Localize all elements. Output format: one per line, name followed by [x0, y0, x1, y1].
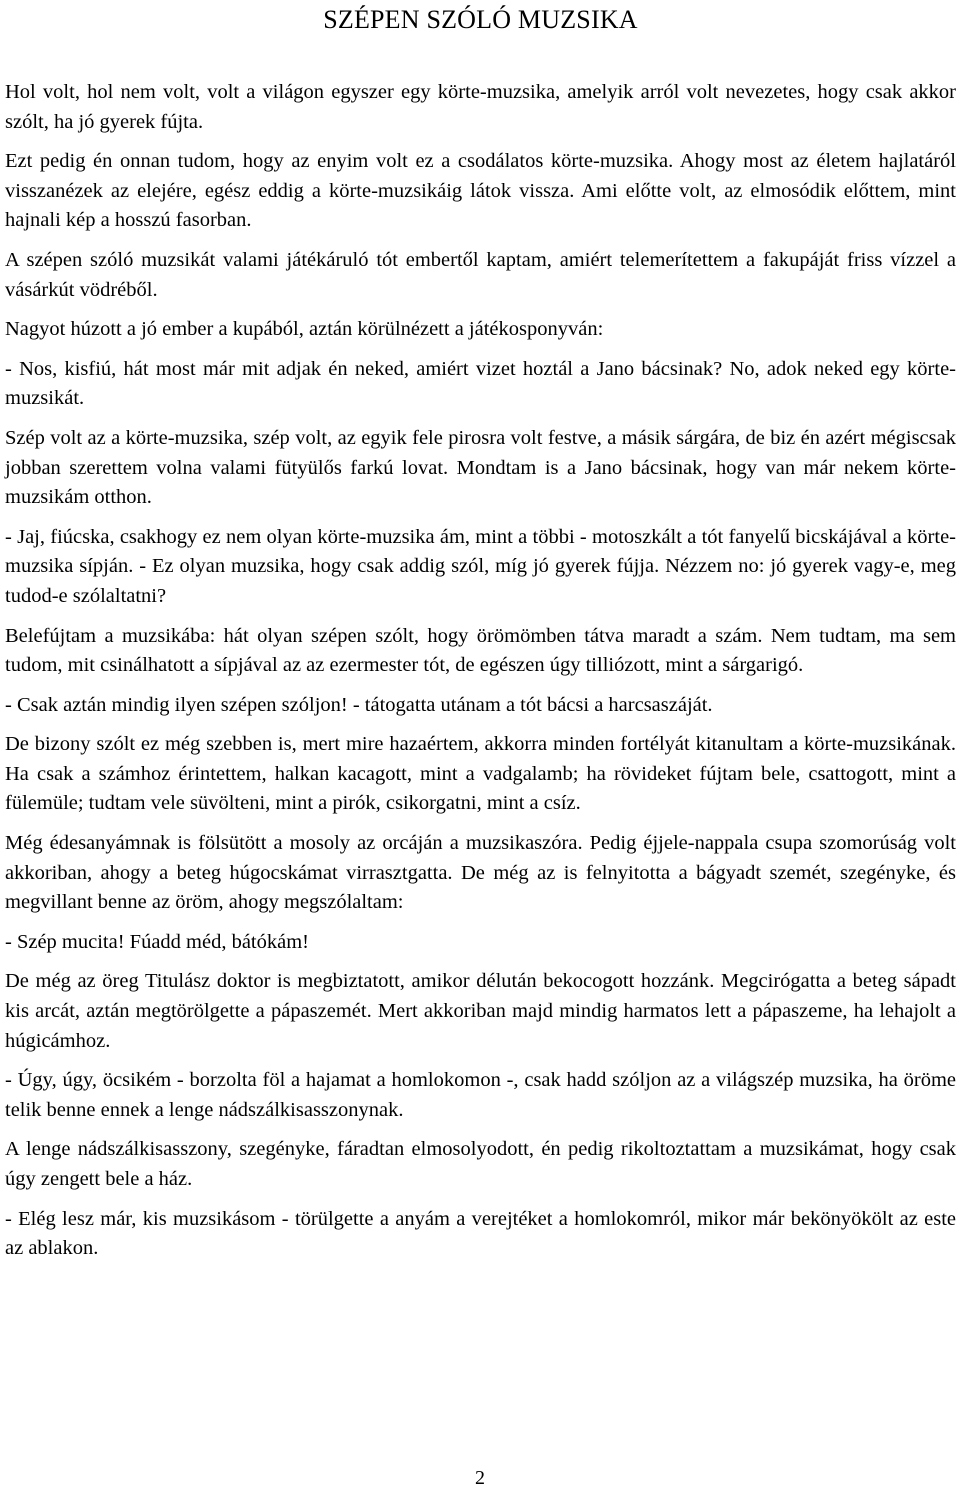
paragraph: A szépen szóló muzsikát valami játékáruló tót embertől kaptam, amiért telemerítettem a fakupáját friss vízzel a vásárkút vödréből.: [5, 248, 956, 301]
document-body: [5, 78, 956, 1264]
paragraph: - Szép mucita! Fúadd méd, bátókám!: [5, 930, 309, 953]
paragraph: - Csak aztán mindig ilyen szépen szóljon! - tátogatta utánam a tót bácsi a harcsaszáját.: [5, 693, 713, 716]
paragraph: - Úgy, úgy, öcsikém - borzolta föl a hajamat a homlokomon -, csak hadd szóljon az a világszép muzsika, ha öröme telik benne ennek a lenge nádszálkisasszonynak.: [5, 1069, 956, 1121]
paragraph: Nagyot húzott a jó ember a kupából, aztán körülnézett a játékosponyván:: [5, 318, 604, 341]
document-page: [5, 0, 956, 1274]
paragraph: - Nos, kisfiú, hát most már mit adjak én neked, amiért vizet hoztál a Jano bácsinak? No, adok neked egy körte-muzsikát.: [5, 357, 956, 410]
paragraph: Hol volt, hol nem volt, volt a világon egyszer egy körte-muzsika, amelyik arról volt nevezetes, hogy csak akkor szólt, ha jó gyerek fújta.: [5, 81, 956, 133]
paragraph: - Jaj, fiúcska, csakhogy ez nem olyan körte-muzsika ám, mint a többi - motoszkált a tót fanyelű bicskájával a körte-muzsika sípján. - Ez olyan muzsika, hogy csak addig szól, míg jó gyerek fújja. Nézzem no: jó gyerek vagy-e, meg tudod-e szólaltatni?: [5, 525, 956, 607]
page-number: 2: [475, 1467, 485, 1489]
paragraph: Ezt pedig én onnan tudom, hogy az enyim volt ez a csodálatos körte-muzsika. Ahogy most az életem hajlatáról visszanézek az elejére, egész eddig a körte-muzsikáig látok vissza. Ami előtte volt, az elmosódik előttem, mint hajnali kép a hosszú fasorban.: [5, 150, 956, 232]
paragraph: De bizony szólt ez még szebben is, mert mire hazaértem, akkorra minden fortélyát kitanultam a körte-muzsikának. Ha csak a számhoz érintettem, halkan kacagott, mint a vadgalamb; ha rövideket fújtam bele, csattogott, mint a fülemüle; tudtam vele süvölteni, mint a pirók, csikorgatni, mint a csíz.: [5, 733, 956, 815]
paragraph: Belefújtam a muzsikába: hát olyan szépen szólt, hogy örömömben tátva maradt a szám. Nem tudtam, ma sem tudom, mit csinálhatott a sípjával az az ezermester tót, de egészen úgy tilliózott, mint a sárgarigó.: [5, 624, 956, 677]
paragraph: De még az öreg Titulász doktor is megbiztatott, amikor délután bekocogott hozzánk. Megcirógatta a beteg sápadt kis arcát, aztán megtörölgette a pápaszemét. Mert akkoriban majd mindig harmatos lett a pápaszeme, ha lehajolt a húgicámhoz.: [5, 970, 956, 1052]
paragraph: Szép volt az a körte-muzsika, szép volt, az egyik fele pirosra volt festve, a másik sárgára, de biz én azért mégiscsak jobban szerettem volna valami fütyülős farkú lovat. Mondtam is a Jano bácsinak, hogy van már nekem körte-muzsikám otthon.: [5, 426, 956, 509]
paragraph: Még édesanyámnak is fölsütött a mosoly az orcáján a muzsikaszóra. Pedig éjjele-nappala csupa szomorúság volt akkoriban, ahogy a beteg húgocskámat virrasztgatta. De még az is felnyitotta a bágyadt szemét, szegényke, és megvillant benne az öröm, ahogy megszólaltam:: [5, 832, 956, 914]
paragraph: A lenge nádszálkisasszony, szegényke, fáradtan elmosolyodott, én pedig rikoltoztattam a muzsikámat, hogy csak úgy zengett bele a ház.: [5, 1138, 956, 1190]
paragraph: - Elég lesz már, kis muzsikásom - törülgette a anyám a verejtéket a homlokomról, mikor már bekönyökölt az este az ablakon.: [5, 1207, 956, 1260]
document-title: SZÉPEN SZÓLÓ MUZSIKA: [323, 5, 638, 34]
